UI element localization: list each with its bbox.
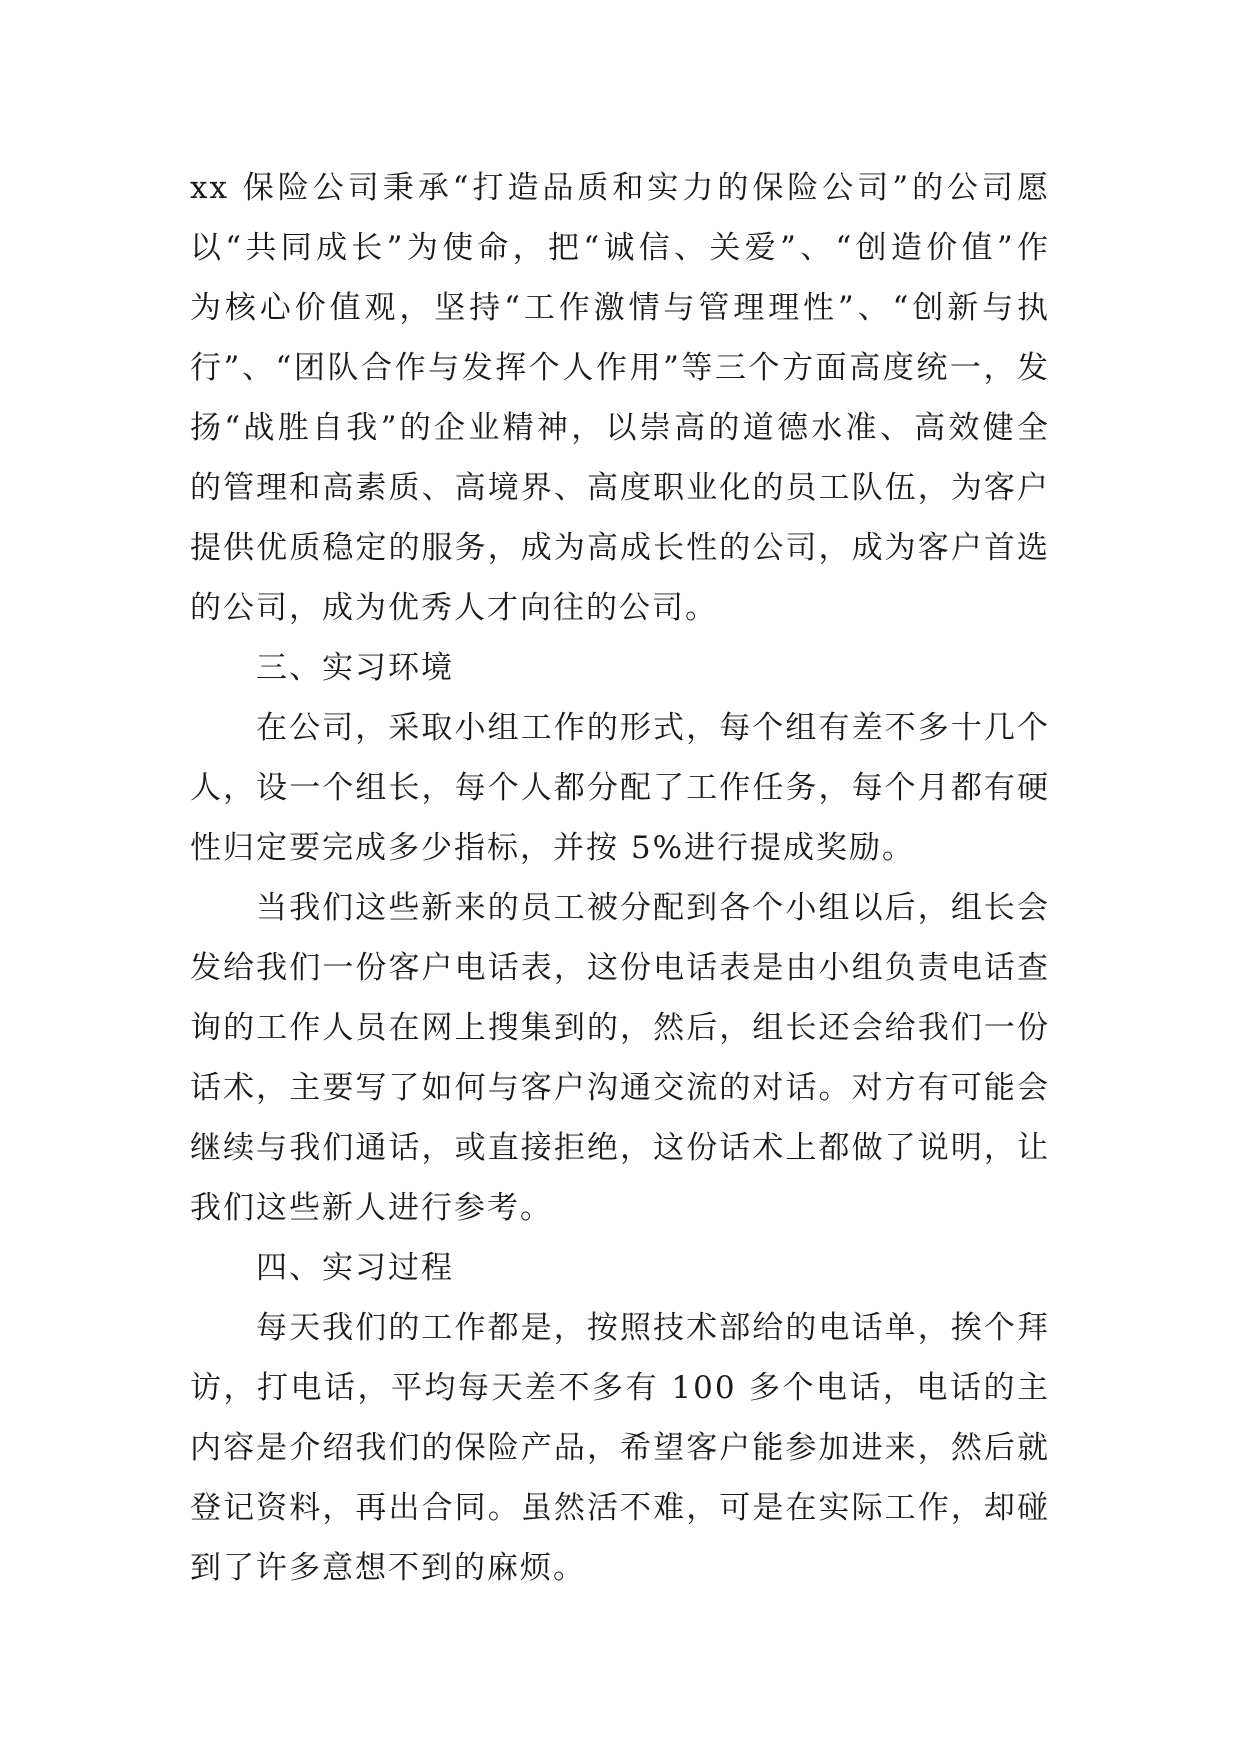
text-line: 人，设一个组长，每个人都分配了工作任务，每个月都有硬: [190, 770, 1050, 806]
text-line: 每天我们的工作都是，按照技术部给的电话单，挨个拜: [256, 1310, 1050, 1346]
text-line: 话术，主要写了如何与客户沟通交流的对话。对方有可能会: [190, 1070, 1050, 1106]
text-line: 当我们这些新来的员工被分配到各个小组以后，组长会: [256, 890, 1050, 926]
text-line: 在公司，采取小组工作的形式，每个组有差不多十几个: [256, 710, 1050, 746]
text-line: 的管理和高素质、高境界、高度职业化的员工队伍，为客户: [190, 470, 1050, 506]
text-line: 提供优质稳定的服务，成为高成长性的公司，成为客户首选: [190, 530, 1050, 566]
section-heading-internship-environment: 三、实习环境: [256, 650, 454, 686]
text-line: 性归定要完成多少指标，并按 5%进行提成奖励。: [190, 830, 916, 866]
paragraph-new-employees: [190, 878, 1050, 1238]
text-line: 访，打电话，平均每天差不多有 100 多个电话，电话的主: [190, 1370, 1050, 1406]
text-line: 扬“战胜自我”的企业精神，以崇高的道德水准、高效健全: [190, 410, 1050, 446]
text-line: 发给我们一份客户电话表，这份电话表是由小组负责电话查: [190, 950, 1050, 986]
text-line: 内容是介绍我们的保险产品，希望客户能参加进来，然后就: [190, 1430, 1050, 1466]
text-line: 到了许多意想不到的麻烦。: [190, 1550, 586, 1586]
document-body: [190, 158, 1050, 1598]
text-line: 我们这些新人进行参考。: [190, 1190, 553, 1226]
paragraph-work-format: [190, 698, 1050, 878]
text-line: 以“共同成长”为使命，把“诚信、关爱”、“创造价值”作: [190, 230, 1050, 266]
text-line: 询的工作人员在网上搜集到的，然后，组长还会给我们一份: [190, 1010, 1050, 1046]
text-line: 登记资料，再出合同。虽然活不难，可是在实际工作，却碰: [190, 1490, 1050, 1526]
text-line: xx 保险公司秉承“打造品质和实力的保险公司”的公司愿: [190, 170, 1050, 206]
section-heading-internship-process: 四、实习过程: [256, 1250, 454, 1286]
text-line: 行”、“团队合作与发挥个人作用”等三个方面高度统一，发: [190, 350, 1050, 386]
text-line: 的公司，成为优秀人才向往的公司。: [190, 590, 718, 626]
paragraph-company-vision: [190, 158, 1050, 638]
text-line: 继续与我们通话，或直接拒绝，这份话术上都做了说明，让: [190, 1130, 1050, 1166]
text-line: 为核心价值观，坚持“工作激情与管理理性”、“创新与执: [190, 290, 1050, 326]
paragraph-daily-work: [190, 1298, 1050, 1598]
